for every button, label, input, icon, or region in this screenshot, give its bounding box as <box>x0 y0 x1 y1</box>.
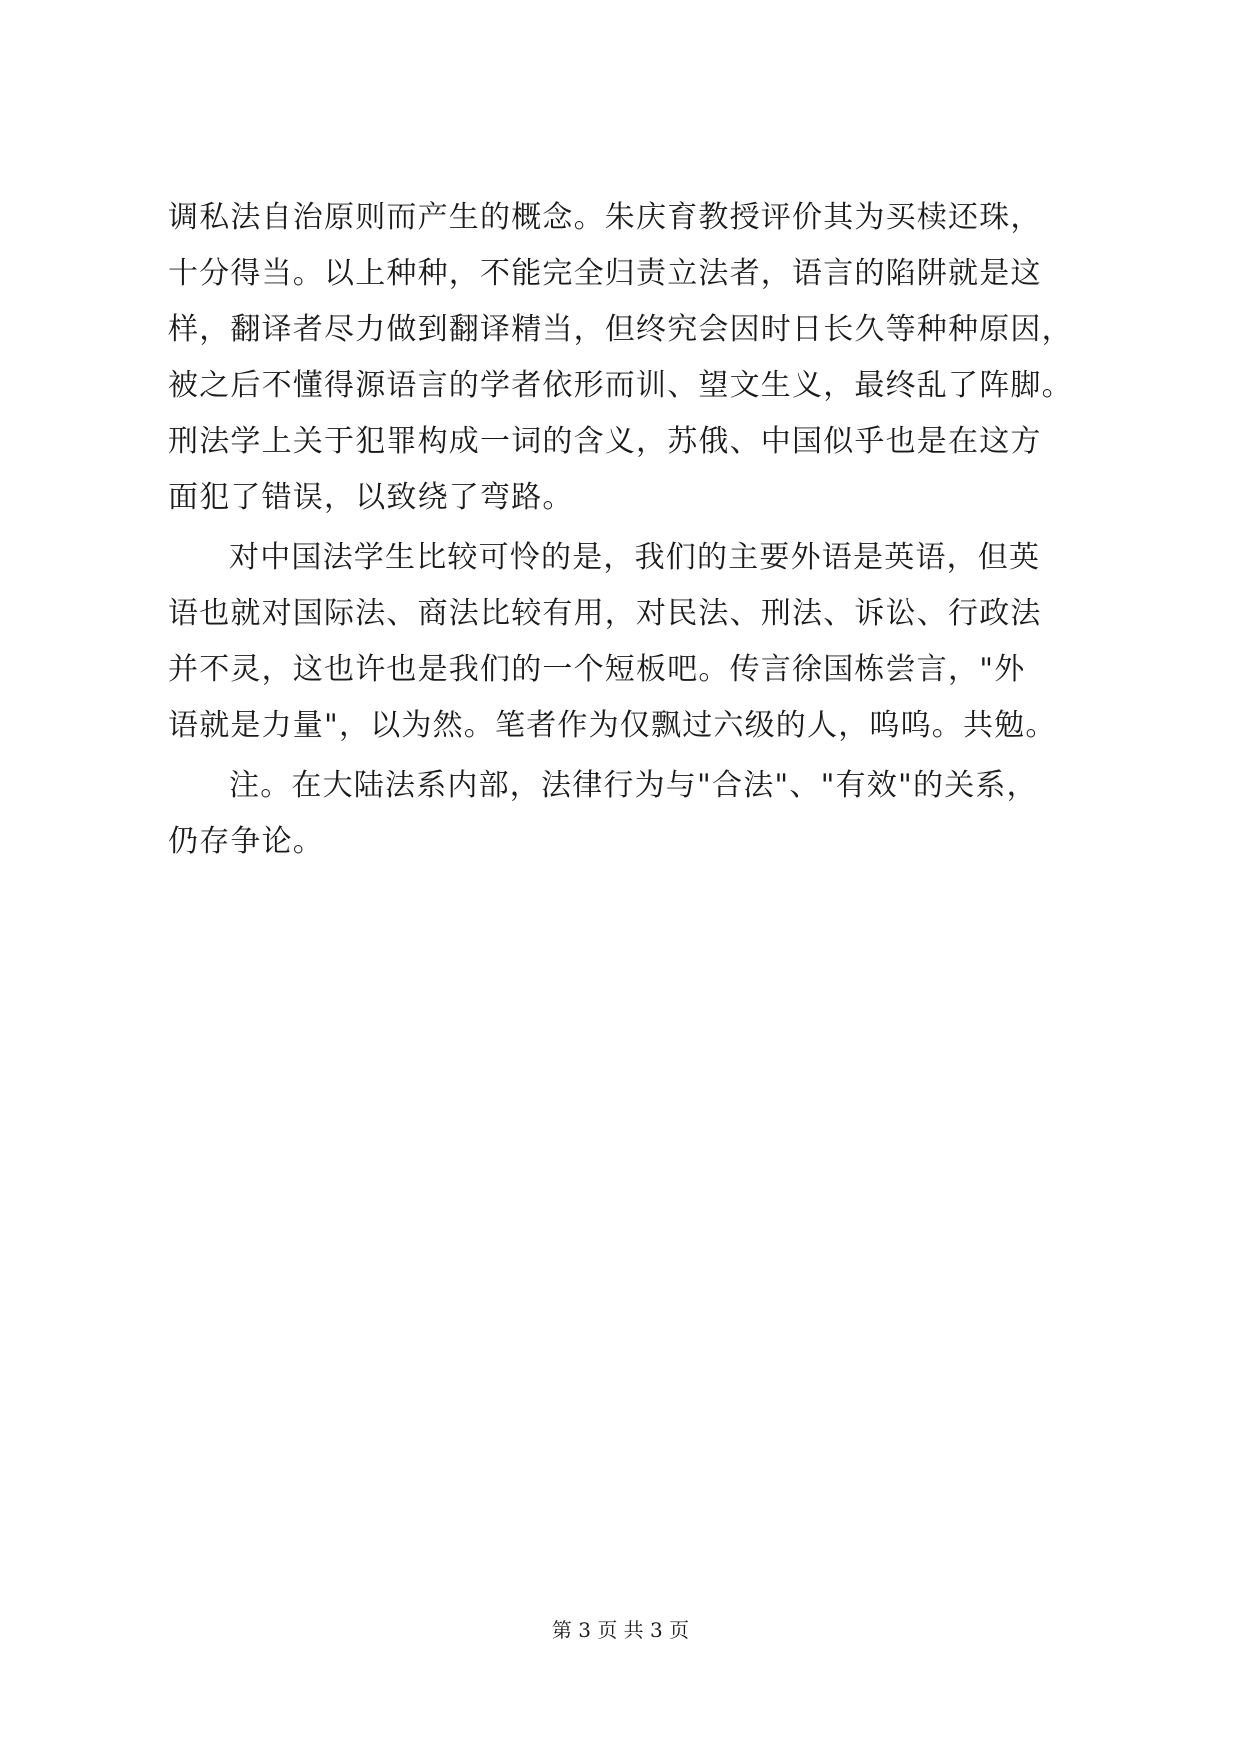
text-line: 被之后不懂得源语言的学者依形而训、望文生义，最终乱了阵脚。 <box>168 368 1073 403</box>
text-line: 调私法自治原则而产生的概念。朱庆育教授评价其为买椟还珠， <box>168 200 1042 235</box>
text-line: 样，翻译者尽力做到翻译精当，但终究会因时日长久等种种原因， <box>168 312 1073 347</box>
text-line: 并不灵，这也许也是我们的一个短板吧。传言徐国栋尝言，"外 <box>168 652 1026 687</box>
text-line: 刑法学上关于犯罪构成一词的含义，苏俄、中国似乎也是在这方 <box>168 424 1042 459</box>
text-line: 语也就对国际法、商法比较有用，对民法、刑法、诉讼、行政法 <box>168 596 1042 631</box>
text-line: 仍存争论。 <box>168 824 324 859</box>
text-line: 面犯了错误，以致绕了弯路。 <box>168 480 574 515</box>
paragraph-first-line: 对中国法学生比较可怜的是，我们的主要外语是英语，但英 <box>229 540 1041 575</box>
paragraph-first-line: 注。在大陆法系内部，法律行为与"合法"、"有效"的关系， <box>229 768 1038 803</box>
text-line: 语就是力量"，以为然。笔者作为仅飘过六级的人，呜呜。共勉。 <box>168 708 1057 743</box>
text-line: 十分得当。以上种种，不能完全归责立法者，语言的陷阱就是这 <box>168 256 1042 291</box>
page-number-footer: 第 3 页 共 3 页 <box>551 1618 690 1642</box>
